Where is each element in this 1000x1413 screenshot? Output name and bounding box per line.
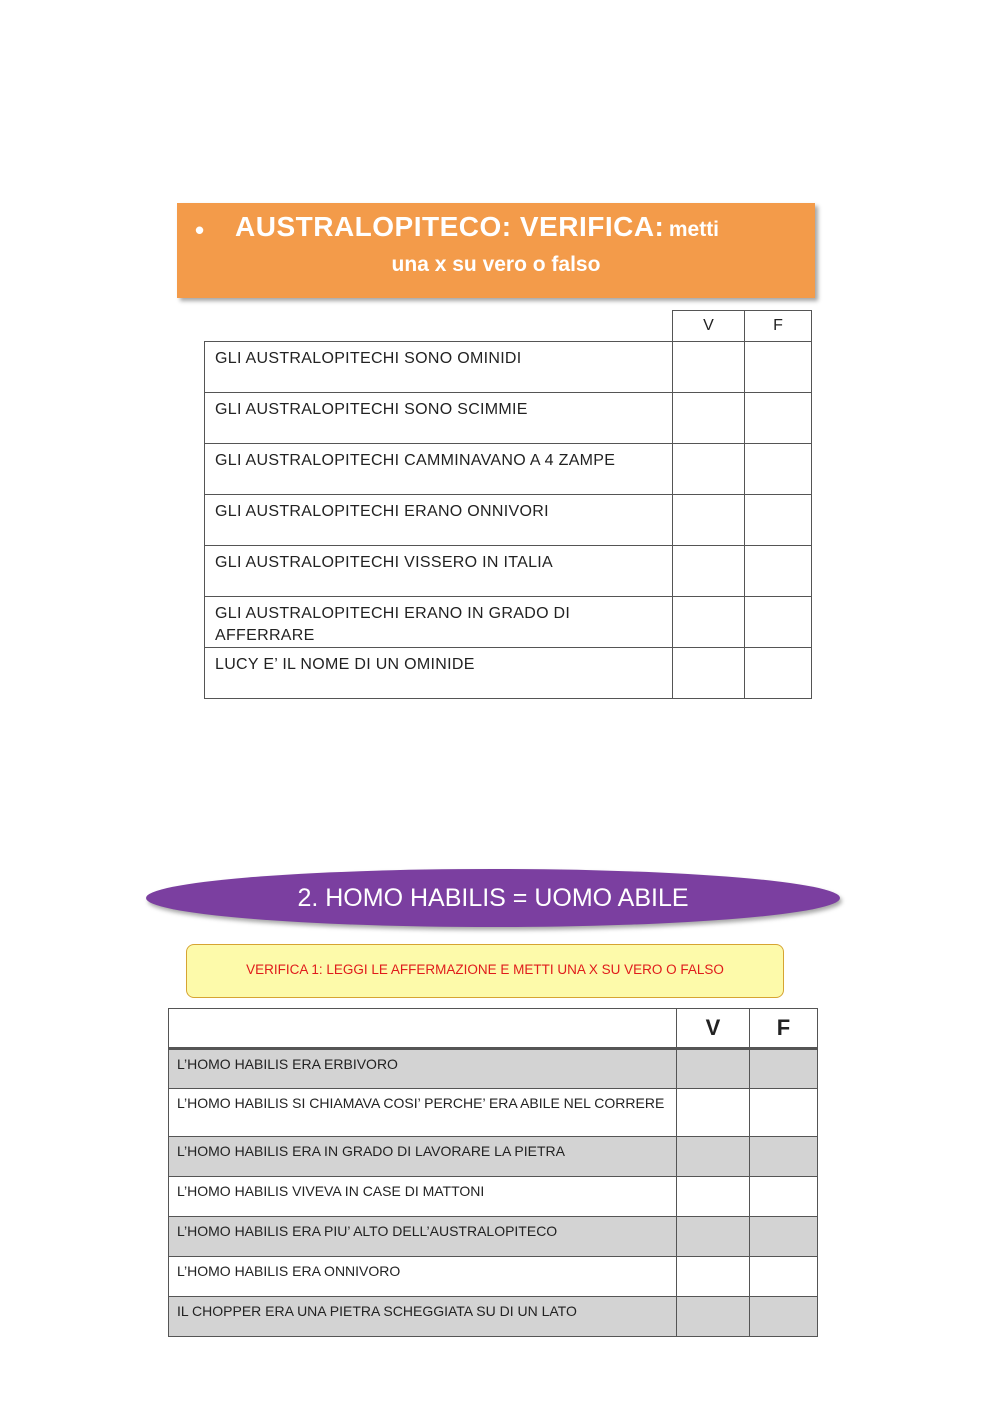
answer-cell-v[interactable] — [677, 1089, 750, 1137]
question-text: L’HOMO HABILIS ERA ONNIVORO — [169, 1257, 677, 1297]
question-text: L’HOMO HABILIS ERA PIU’ ALTO DELL’AUSTRALOPITECO — [169, 1217, 677, 1257]
answer-cell-v[interactable] — [673, 495, 745, 546]
question-text: GLI AUSTRALOPITECHI ERANO IN GRADO DI AFFERRARE — [205, 597, 673, 648]
bullet: • — [195, 215, 205, 245]
australopiteco-quiz-table — [204, 310, 812, 699]
question-text: L’HOMO HABILIS SI CHIAMAVA COSI’ PERCHE’ ERA ABILE NEL CORRERE — [169, 1089, 677, 1137]
answer-cell-v[interactable] — [673, 648, 745, 699]
column-header-f: F — [750, 1009, 818, 1049]
table-row — [169, 1137, 818, 1177]
column-header-f: F — [745, 311, 812, 342]
answer-cell-f[interactable] — [750, 1257, 818, 1297]
answer-cell-f[interactable] — [745, 342, 812, 393]
question-text: L’HOMO HABILIS ERA ERBIVORO — [169, 1049, 677, 1089]
section1-title-main: AUSTRALOPITECO: VERIFICA: — [235, 211, 665, 242]
answer-cell-v[interactable] — [673, 546, 745, 597]
table-row — [205, 546, 812, 597]
table-row — [205, 597, 812, 648]
table-row — [169, 1089, 818, 1137]
section1-header — [177, 203, 815, 298]
answer-cell-v[interactable] — [677, 1137, 750, 1177]
answer-cell-v[interactable] — [673, 444, 745, 495]
question-text: GLI AUSTRALOPITECHI VISSERO IN ITALIA — [205, 546, 673, 597]
table-row — [205, 648, 812, 699]
answer-cell-f[interactable] — [745, 444, 812, 495]
homo-habilis-quiz-table — [168, 1008, 818, 1337]
answer-cell-f[interactable] — [750, 1177, 818, 1217]
answer-cell-v[interactable] — [677, 1177, 750, 1217]
answer-cell-f[interactable] — [750, 1049, 818, 1089]
section1-title-line2: una x su vero o falso — [391, 253, 601, 276]
table-row — [205, 342, 812, 393]
answer-cell-v[interactable] — [673, 342, 745, 393]
question-text: GLI AUSTRALOPITECHI CAMMINAVANO A 4 ZAMPE — [205, 444, 673, 495]
answer-cell-v[interactable] — [677, 1297, 750, 1337]
question-text: GLI AUSTRALOPITECHI ERANO ONNIVORI — [205, 495, 673, 546]
question-text: GLI AUSTRALOPITECHI SONO OMINIDI — [205, 342, 673, 393]
question-text: IL CHOPPER ERA UNA PIETRA SCHEGGIATA SU DI UN LATO — [169, 1297, 677, 1337]
answer-cell-v[interactable] — [677, 1217, 750, 1257]
answer-cell-f[interactable] — [750, 1089, 818, 1137]
question-text: L’HOMO HABILIS ERA IN GRADO DI LAVORARE LA PIETRA — [169, 1137, 677, 1177]
question-text: GLI AUSTRALOPITECHI SONO SCIMMIE — [205, 393, 673, 444]
section1-title-tail: metti — [668, 218, 720, 241]
table-row — [169, 1217, 818, 1257]
question-text: LUCY E’ IL NOME DI UN OMINIDE — [205, 648, 673, 699]
table-row — [169, 1049, 818, 1089]
table-row — [205, 444, 812, 495]
column-header-v: V — [673, 311, 745, 342]
answer-cell-f[interactable] — [745, 597, 812, 648]
table-header-row — [205, 311, 812, 342]
answer-cell-f[interactable] — [745, 495, 812, 546]
answer-cell-f[interactable] — [750, 1137, 818, 1177]
section2-title: 2. HOMO HABILIS = UOMO ABILE — [146, 869, 840, 927]
instruction-box: VERIFICA 1: LEGGI LE AFFERMAZIONE E METTI UNA X SU VERO O FALSO — [186, 944, 784, 998]
answer-cell-v[interactable] — [673, 597, 745, 648]
section1-title-line1 — [235, 211, 719, 243]
answer-cell-v[interactable] — [673, 393, 745, 444]
answer-cell-f[interactable] — [750, 1217, 818, 1257]
column-header-v: V — [677, 1009, 750, 1049]
answer-cell-v[interactable] — [677, 1049, 750, 1089]
answer-cell-v[interactable] — [677, 1257, 750, 1297]
table-row — [205, 393, 812, 444]
answer-cell-f[interactable] — [750, 1297, 818, 1337]
column-header-blank — [169, 1009, 677, 1049]
answer-cell-f[interactable] — [745, 546, 812, 597]
table-row — [169, 1297, 818, 1337]
table-row — [205, 495, 812, 546]
table-row — [169, 1257, 818, 1297]
answer-cell-f[interactable] — [745, 648, 812, 699]
table-row — [169, 1177, 818, 1217]
table-header-row — [169, 1009, 818, 1049]
answer-cell-f[interactable] — [745, 393, 812, 444]
question-text: L’HOMO HABILIS VIVEVA IN CASE DI MATTONI — [169, 1177, 677, 1217]
